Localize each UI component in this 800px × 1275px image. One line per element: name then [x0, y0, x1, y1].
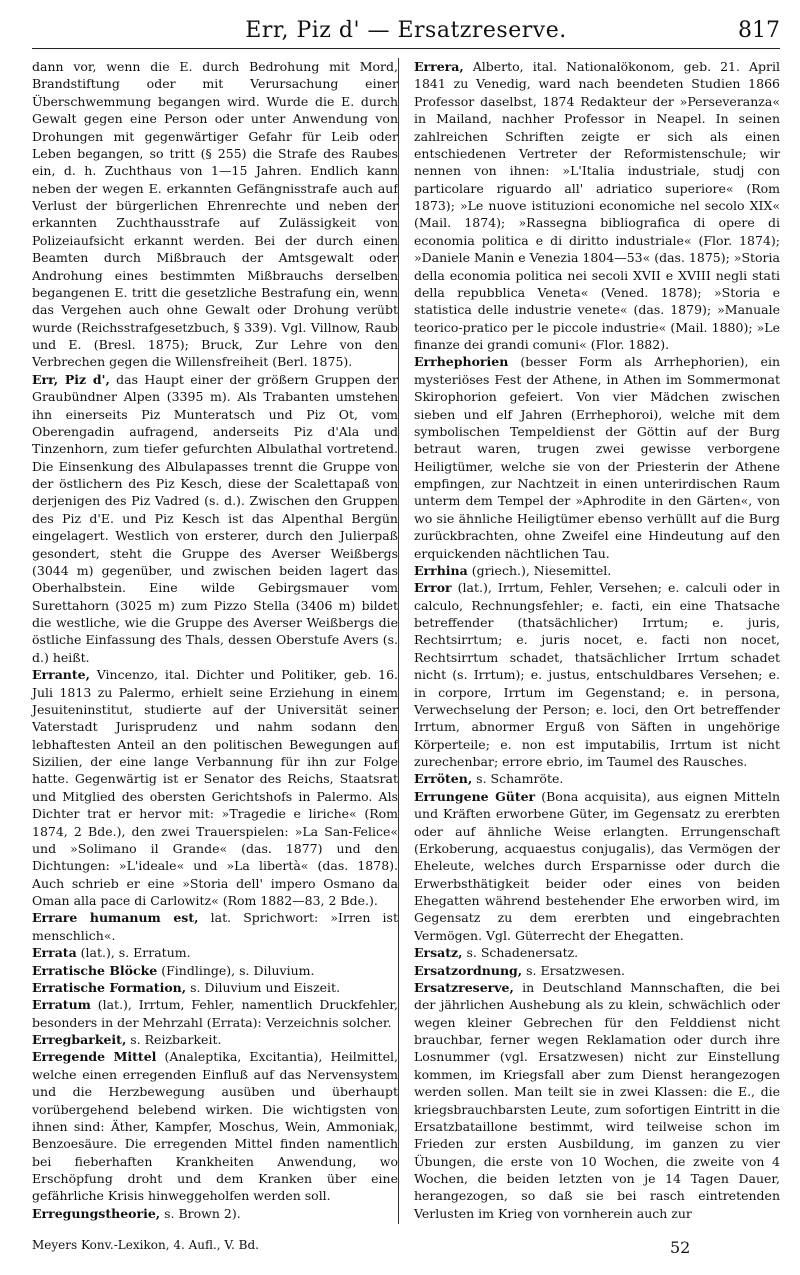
dictionary-entry [32, 1031, 398, 1048]
entry-headword: Erratum [32, 997, 91, 1013]
dictionary-entry [32, 996, 398, 1031]
dictionary-entry [32, 979, 398, 996]
running-title: Err, Piz d' — Ersatzreserve. [245, 18, 567, 43]
dictionary-entry [32, 962, 398, 979]
footer-source: Meyers Konv.-Lexikon, 4. Aufl., V. Bd. [32, 1238, 259, 1252]
dictionary-entry [32, 666, 398, 909]
page-header [32, 14, 780, 49]
dictionary-entry [32, 1205, 398, 1222]
entry-text: (besser Form als Arrhephorien), ein mysteriöses Fest der Athene, in Athen im Sommermonat Skirophorion gefeiert. Von vier Mädchen zwischen sieben und elf Jahren (Errhephoroi), welche mit dem symbolischen Tempeldienst der Göttin auf der Burg betraut waren, trugen zwei gewisse verborgene Heiligtümer, welche sie von der Priesterin der Athene empfingen, zur Nachtzeit in einen unterirdischen Raum unterm dem Tempel der »Aphrodite in den Gärten«, von wo sie ähnliche Heiligtümer ebenso verhüllt auf die Burg zurückbrachten, ohne Zweifel eine Hindeutung auf den erquickenden nächtlichen Tau. [414, 354, 780, 561]
entry-headword: Errhina [414, 562, 468, 578]
right-column [414, 58, 780, 1222]
entry-text: (Analeptika, Excitantia), Heilmittel, welche einen erregenden Einfluß auf das Nervensystem und die Herzbewegung ausüben und überhaupt vorübergehend belebend wirken. Die wichtigsten von ihnen sind: Äther, Kampfer, Moschus, Wein, Ammoniak, Benzoesäure. Die erregenden Mittel finden namentlich bei fieberhaften Krankheiten Anwendung, wo Erschöpfung droht und dem Kranken über eine gefährliche Krisis hinweggeholfen werden soll. [32, 1049, 399, 1204]
entry-text: (Bona acquisita), aus eignen Mitteln und Kräften erworbene Güter, im Gegensatz zu ererbten oder auf ähnliche Weise erlangten. Errungenschaft (Erkoberung, acquaestus conjugalis), das Vermögen der Eheleute, welches durch Ersparnisse oder durch die Erwerbsthätigkeit beider oder eines von beiden Ehegatten während bestehender Ehe erworben wird, im Gegensatz zu dem ererbten und eingebrachten Vermögen. Vgl. Güterrecht der Ehegatten. [414, 788, 780, 943]
dictionary-entry [32, 371, 398, 666]
entry-headword: Erratische Formation, [32, 979, 187, 995]
entry-headword: Errera, [414, 59, 464, 74]
entry-headword: Errata [32, 945, 77, 961]
column-divider [398, 58, 399, 1224]
dictionary-entry [414, 770, 780, 787]
dictionary-entry [32, 944, 398, 961]
entry-text: (Findlinge), s. Diluvium. [157, 962, 315, 978]
entry-headword: Errare humanum est, [32, 910, 199, 926]
entry-text: s. Schadenersatz. [462, 945, 579, 961]
signature-mark: 52 [670, 1238, 691, 1257]
entry-text: (lat.), Irrtum, Fehler, Versehen; e. calculi oder in calculo, Rechnungsfehler; e. facti, ein eine Thatsache betreffender (thatsächlicher) Irrtum; e. juris, Rechtsirrtum; e. juris nocet, e. facti non nocet, Rechtsirrtum schadet, thatsächlicher Irrtum schadet nicht (s. Irrtum); e. justus, entschuldbares Versehen; e. in corpore, Irrtum im Gegenstand; e. in persona, Verwechselung der Person; e. loci, den Ort betreffender Irrtum, abnormer Erguß von Säften in ungehörige Körperteile; e. non est imputabilis, Irrtum ist nicht zurechenbar; errore ebrio, im Taumel des Rausches. [414, 580, 780, 769]
entry-text: in Deutschland Mannschaften, die bei der jährlichen Aushebung als zu klein, schwächlich oder wegen kleiner Gebrechen für den Felddienst nicht brauchbar, ferner wegen Reklamation oder durch ihre Losnummer (vgl. Ersatzwesen) nicht zur Einstellung kommen, im Kriegsfall aber zum Dienst herangezogen werden sollen. Man teilt sie in zwei Klassen: die E., die kriegsbrauchbarsten Leute, zum sofortigen Eintritt in die Ersatzbataillone bestimmt, wird teilweise schon im Frieden zur ersten Ausbildung, im ganzen zu vier Übungen, die erste von 10 Wochen, die zweite von 4 Wochen, die beiden letzten von je 14 Tagen Dauer, herangezogen, so daß sie bei rasch eintretenden Verlusten im Krieg von vornherein auch zur [414, 979, 780, 1221]
entry-text: s. Diluvium und Eiszeit. [186, 979, 341, 995]
dictionary-entry [414, 562, 780, 579]
entry-text: dann vor, wenn die E. durch Bedrohung mit Mord, Brandstiftung oder mit Verursachung einer Überschwemmung begangen wird. Wurde die E. durch Gewalt gegen eine Person oder unter Anwendung von Drohungen mit gegenwärtiger Gefahr für Leib oder Leben begangen, so tritt (§ 255) die Strafe des Raubes ein, d. h. Zuchthaus von 1—15 Jahren. Endlich kann neben der wegen E. erkannten Gefängnisstrafe auch auf Verlust der bürgerlichen Ehrenrechte und neben der erkannten Zuchthausstrafe auf Zulässigkeit von Polizeiaufsicht erkannt werden. Bei der durch einen Beamten durch Mißbrauch der Amtsgewalt oder Androhung eines bestimmten Mißbrauchs derselben begangenen E. tritt die gesetzliche Bestrafung ein, wenn das Vergehen auch ohne Gewalt oder Drohung verübt wurde (Reichsstrafgesetzbuch, § 339). Vgl. Villnow, Raub und E. (Bresl. 1875); Bruck, Zur Lehre von den Verbrechen gegen die Willensfreiheit (Berl. 1875). [32, 59, 398, 370]
entry-headword: Erröten, [414, 771, 473, 787]
entry-text: Vincenzo, ital. Dichter und Politiker, geb. 16. Juli 1813 zu Palermo, erhielt seine Erziehung in einem Jesuiteninstitut, studierte auf der Universität seiner Vaterstadt Jurisprudenz und nahm sodann den lebhaftesten Anteil an den politischen Bewegungen auf Sizilien, der eine lange Verbannung für ihn zur Folge hatte. Gegenwärtig ist er Senator des Reichs, Staatsrat und Mitglied des obersten Gerichtshofs in Palermo. Als Dichter trat er hervor mit: »Tragedie e liriche« (Rom 1874, 2 Bde.), den zwei Trauerspielen: »La San-Felice« und »Solimano il Grande« (das. 1877) und den Dichtungen: »L'ideale« und »La libertà« (das. 1878). Auch schrieb er eine »Storia dell' impero Osmano da Oman alla pace di Carlowitz« (Rom 1882—83, 2 Bde.). [32, 667, 398, 908]
entry-text: (lat.), Irrtum, Fehler, namentlich Druckfehler, besonders in der Mehrzahl (Errata): Verzeichnis solcher. [32, 997, 398, 1030]
dictionary-entry [414, 58, 780, 353]
entry-headword: Errhephorien [414, 354, 509, 370]
entry-headword: Erregungstheorie, [32, 1205, 161, 1221]
entry-text: das Haupt einer der größern Gruppen der Graubündner Alpen (3395 m). Als Trabanten umstehen ihn einerseits Piz Munteratsch und Piz Ot, vom Oberengadin aufragend, anderseits Piz d'Ala und Tinzenhorn, zum tiefer gefurchten Albulathal vortretend. Die Einsenkung des Albulapasses trennt die Gruppe von der östlichern des Piz Kesch, diese der Scalettapaß von derjenigen des Piz Vadred (s. d.). Zwischen den Gruppen des Piz d'E. und Piz Kesch ist das Alpenthal Bergün eingelagert. Westlich von ersterer, durch den Julierpaß gesondert, steht die Gruppe des Averser Weißbergs (3044 m) gegenüber, und zwischen beiden lagert das Oberhalbstein. Eine wilde Gebirgsmauer vom Surettahorn (3025 m) zum Pizzo Stella (3406 m) bildet die westliche, wie die Gruppe des Averser Weißbergs die östliche Einfassung des Thals, dessen Oberstufe Avers (s. d.) heißt. [32, 371, 399, 665]
dictionary-entry [32, 58, 398, 371]
entry-text: s. Schamröte. [472, 771, 564, 787]
entry-text: (griech.), Niesemittel. [467, 562, 612, 578]
dictionary-entry [414, 962, 780, 979]
entry-headword: Errungene Güter [414, 788, 536, 804]
dictionary-entry [414, 353, 780, 562]
entry-headword: Erregbarkeit, [32, 1032, 127, 1047]
dictionary-entry [414, 579, 780, 770]
entry-text: lat. Sprichwort: »Irren ist menschlich«. [32, 910, 398, 943]
dictionary-entry [414, 979, 780, 1222]
entry-headword: Ersatzreserve, [414, 979, 514, 995]
left-column [32, 58, 398, 1222]
entry-text: Alberto, ital. Nationalökonom, geb. 21. April 1841 zu Venedig, ward nach beendeten Studien 1866 Professor daselbst, 1874 Redakteur der »Perseveranza« in Mailand, nachher Professor in Neapel. In seinen zahlreichen Schriften zeigte er sich als einen entschiedenen Vertreter der Reformistenschule; wir nennen von ihnen: »L'Italia industriale, studj con particolare riguardo all' adriatico superiore« (Rom 1873); »Le nuove istituzioni economiche nel secolo XIX« (Mail. 1874); »Rassegna bibliografica di opere di economia politica e di diritto industriale« (Flor. 1874); »Daniele Manin e Venezia 1804—53« (das. 1875); »Storia della economia politica nei secoli XVII e XVIII negli stati della repubblica Veneta« (Vened. 1878); »Storia e statistica delle industrie venete« (das. 1879); »Manuale teorico-pratico per le piccole industrie« (Mail. 1880); »Le finanze dei grandi comuni« (Flor. 1882). [414, 59, 780, 352]
dictionary-entry [32, 909, 398, 944]
entry-headword: Error [414, 580, 452, 596]
page-number: 817 [738, 18, 780, 43]
dictionary-entry [414, 944, 780, 961]
entry-headword: Ersatzordnung, [414, 962, 523, 978]
dictionary-entry [32, 1048, 398, 1204]
entry-headword: Errante, [32, 667, 90, 683]
dictionary-entry [414, 788, 780, 944]
entry-headword: Erratische Blöcke [32, 962, 158, 978]
entry-headword: Ersatz, [414, 945, 463, 961]
entry-text: (lat.), s. Erratum. [76, 945, 191, 961]
entry-text: s. Brown 2). [160, 1205, 241, 1221]
entry-headword: Err, Piz d', [32, 371, 110, 387]
entry-text: s. Ersatzwesen. [522, 962, 626, 978]
entry-headword: Erregende Mittel [32, 1049, 157, 1065]
entry-text: s. Reizbarkeit. [126, 1032, 222, 1047]
